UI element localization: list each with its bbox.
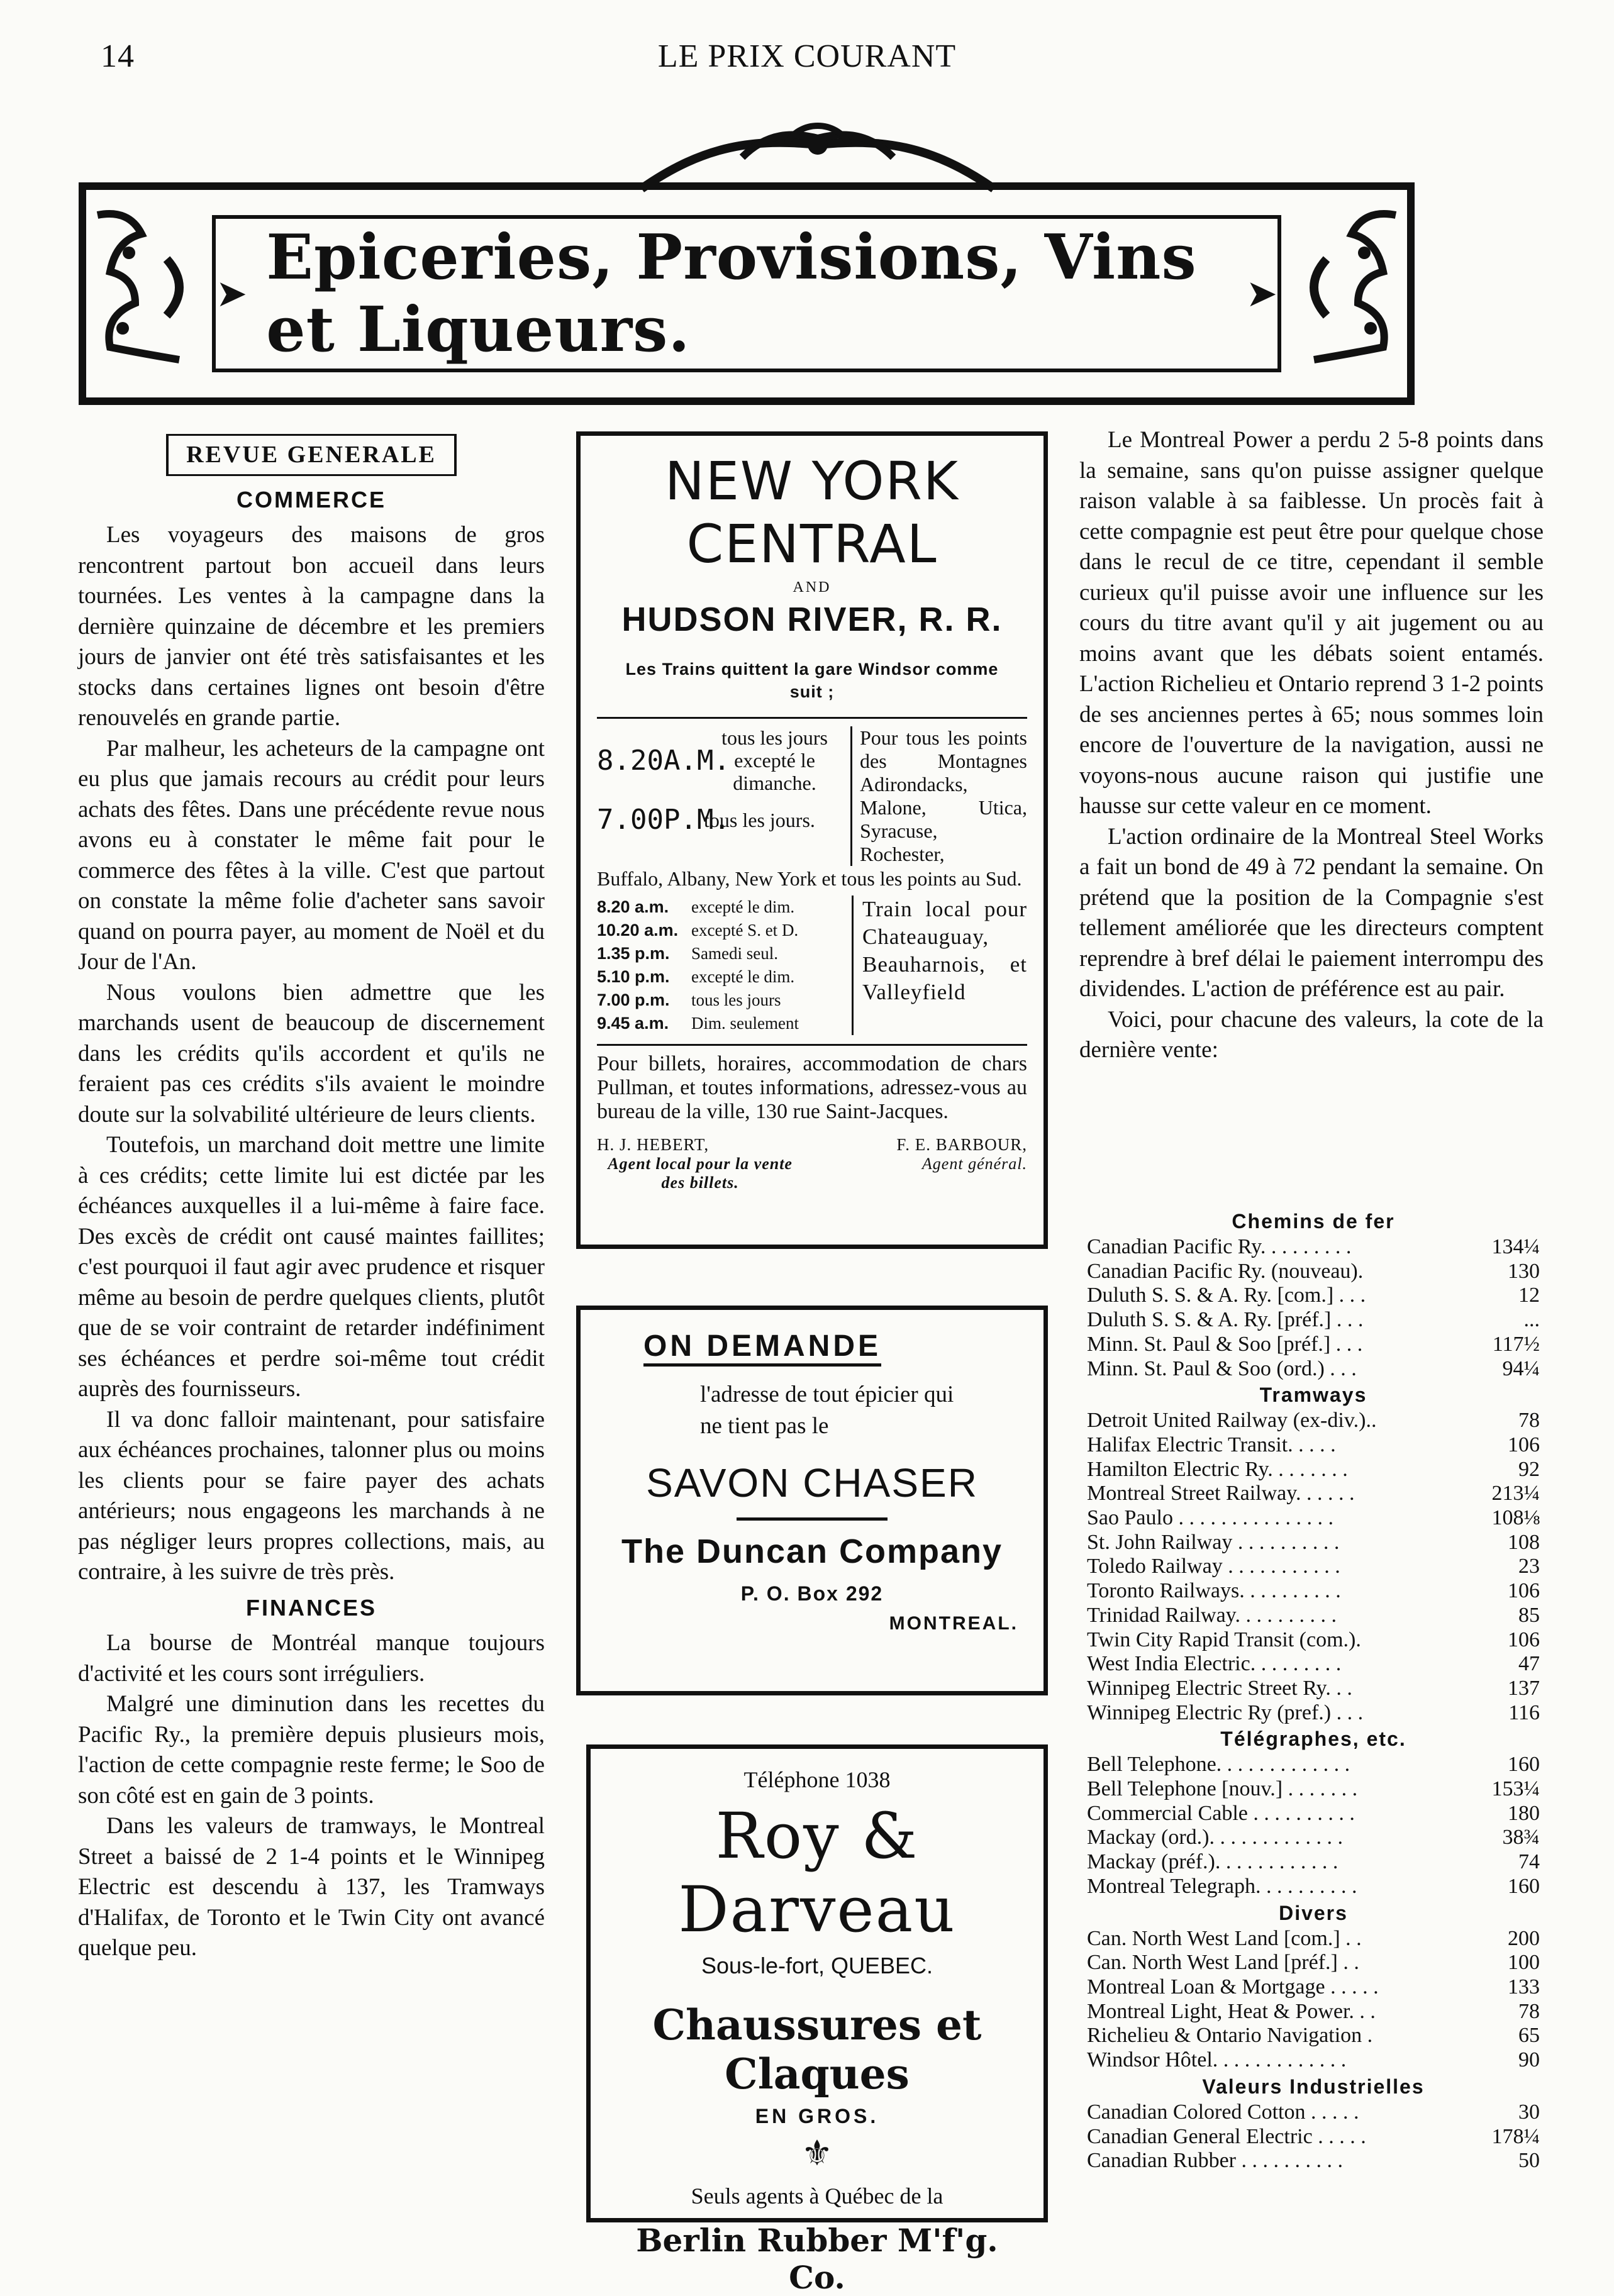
revue-box-wrap <box>78 434 545 476</box>
local-time: 5.10 p.m. <box>597 967 670 986</box>
stock-row <box>1087 1677 1540 1701</box>
commerce-heading: COMMERCE <box>237 486 386 513</box>
roy-en-gros: EN GROS. <box>755 2105 879 2127</box>
stock-name: Canadian Pacific Ry. . . . . . . . . <box>1087 1235 1352 1258</box>
stock-row <box>1087 1604 1540 1628</box>
stock-name: Twin City Rapid Transit (com.). <box>1087 1628 1361 1651</box>
revue-generale-title: REVUE GENERALE <box>166 434 457 476</box>
stock-name: Toledo Railway . . . . . . . . . . . <box>1087 1555 1340 1578</box>
roy-name: Roy & Darveau <box>678 1799 956 1946</box>
stock-row <box>1087 1506 1540 1531</box>
savon-company: The Duncan Company <box>621 1533 1003 1570</box>
stock-name: Winnipeg Electric Ry (pref.) . . . <box>1087 1700 1364 1724</box>
fleur-de-lis-icon: ⚜ <box>801 2134 833 2173</box>
savon-product: SAVON CHASER <box>646 1460 978 1506</box>
stock-value: 23 <box>1518 1555 1540 1578</box>
nyc-days-1: tous les jours excepté le dimanche. <box>721 726 828 794</box>
stock-row <box>1087 2024 1540 2048</box>
stock-group-title: Divers <box>1279 1901 1348 1924</box>
finances-paragraph: Malgré une diminution dans les recettes du Pacific Ry., la première depuis plusieurs mois, l'action de cette compagnie reste ferme; le Soo de son côté est en gain de 3 points. <box>78 1691 545 1809</box>
stock-row <box>1087 2048 1540 2073</box>
stock-row <box>1087 1777 1540 1802</box>
stock-value: 50 <box>1518 2149 1540 2173</box>
stock-row <box>1087 1875 1540 1899</box>
local-time: 8.20 a.m. <box>597 897 669 916</box>
nyc-local-times <box>597 896 854 1035</box>
stock-value: 108 <box>1508 1530 1540 1554</box>
nyc-destinations-cont: Buffalo, Albany, New York et tous les points au Sud. <box>597 867 1022 890</box>
stock-value: 106 <box>1508 1433 1540 1456</box>
stock-value: 47 <box>1518 1652 1540 1676</box>
stock-value: 90 <box>1518 2048 1540 2072</box>
banner-bullet-right: ➤ <box>1245 273 1277 314</box>
stock-value: 74 <box>1518 1850 1540 1874</box>
banner-frame <box>212 215 1281 372</box>
stock-name: Canadian Pacific Ry. (nouveau). <box>1087 1259 1364 1283</box>
agent-general <box>821 1135 1027 1192</box>
stock-group-title: Valeurs Industrielles <box>1202 2075 1425 2098</box>
stock-value: 108⅛ <box>1491 1506 1540 1530</box>
stock-row <box>1087 1951 1540 1975</box>
nyc-local-destination: Train local pour Chateauguay, Beauharnois, et Valleyfield <box>862 897 1027 1004</box>
stock-row <box>1087 1826 1540 1850</box>
stock-name: St. John Railway . . . . . . . . . . <box>1087 1530 1340 1554</box>
local-note: Dim. seulement <box>691 1014 799 1033</box>
stock-value: 117½ <box>1492 1332 1540 1356</box>
agent-local-name: H. J. HEBERT, <box>597 1135 710 1154</box>
savon-chaser-ad <box>576 1306 1048 1695</box>
agent-local <box>597 1135 803 1192</box>
agent-general-name: F. E. BARBOUR, <box>896 1135 1027 1154</box>
stock-value: ... <box>1523 1308 1540 1332</box>
commerce-paragraph: Par malheur, les acheteurs de la campagne ont eu plus que jamais recours au crédit pour leurs achats des fêtes. Dans une précédente revue nous avons eu à constater le même fait pour le commerce des fêtes à la ville. C'est que partout on constate la même folie d'acheter sans savoir quand on pourra payer, au moment de Noël et du Jour de l'An. <box>78 735 545 975</box>
right-paragraph: Voici, pour chacune des valeurs, la cote de la dernière vente: <box>1079 1006 1544 1063</box>
stock-group-title: Télégraphes, etc. <box>1220 1728 1406 1751</box>
nyc-main-times <box>597 726 1027 866</box>
stock-name: Duluth S. S. & A. Ry. [com.] . . . <box>1087 1284 1366 1307</box>
stock-value: 100 <box>1508 1951 1540 1975</box>
stock-name: Mackay (préf.). . . . . . . . . . . . <box>1087 1850 1339 1874</box>
roy-darveau-ad <box>586 1744 1048 2296</box>
nyc-railroad-ad <box>576 431 1048 1249</box>
right-column <box>1079 425 1544 1066</box>
stock-value: 30 <box>1518 2100 1540 2124</box>
local-note: excepté S. et D. <box>691 921 799 940</box>
stock-value: 160 <box>1508 1874 1540 1898</box>
stock-row <box>1087 1482 1540 1506</box>
stock-row <box>1087 1308 1540 1333</box>
stock-value: 180 <box>1508 1801 1540 1825</box>
finances-paragraph: Dans les valeurs de tramways, le Montreal Street a baissé de 2 1-4 points et le Winnipeg Electric est descendu à 137, les Tramways d'Halifax, de Toronto et le Twin City ont avancé quelque peu. <box>78 1813 545 1961</box>
nyc-agents <box>597 1135 1027 1192</box>
stock-value: 137 <box>1508 1676 1540 1700</box>
stock-value: 78 <box>1518 1999 1540 2023</box>
stock-row <box>1087 1433 1540 1458</box>
stock-group-title: Chemins de fer <box>1232 1210 1395 1233</box>
stock-name: Montreal Street Railway. . . . . . <box>1087 1482 1355 1506</box>
stock-row <box>1087 1652 1540 1677</box>
stock-name: Commercial Cable . . . . . . . . . . <box>1087 1801 1355 1825</box>
stock-name: Canadian Rubber . . . . . . . . . . <box>1087 2149 1343 2173</box>
stock-row <box>1087 1260 1540 1284</box>
stock-name: Bell Telephone [nouv.] . . . . . . . <box>1087 1777 1358 1801</box>
nyc-times-col <box>597 726 852 866</box>
nyc-railroad: HUDSON RIVER, R. R. <box>621 601 1003 638</box>
nyc-destinations: Pour tous les points des Montagnes Adirondacks, Malone, Utica, Syracuse, Rochester, <box>860 726 1027 865</box>
stock-row <box>1087 1628 1540 1653</box>
finances-paragraph: La bourse de Montréal manque toujours d'activité et les cours sont irréguliers. <box>78 1630 545 1687</box>
journal-title: LE PRIX COURANT <box>657 38 957 74</box>
local-note: tous les jours <box>691 990 781 1009</box>
commerce-paragraph: Nous voulons bien admettre que les marchands usent de beaucoup de discernement dans les crédits qu'ils accordent et qu'ils ne feraient pas ces crédits s'ils avaient le moindre doute sur la solvabilité ultérieure de leurs clients. <box>78 979 545 1128</box>
stock-group-title: Tramways <box>1259 1384 1367 1407</box>
nyc-info: Pour billets, horaires, accommodation de chars Pullman, et toutes informations, adressez-vous au bureau de la ville, 130 rue Saint-Jacques. <box>597 1052 1027 1123</box>
stock-value: 130 <box>1508 1259 1540 1283</box>
commerce-paragraph: Toutefois, un marchand doit mettre une limite à ces crédits; cette limite lui est dictée par les échéances auxquelles il a lui-même à faire face. Des excès de crédit ont causé maintes faillites; c'est pourquoi il faut agir avec prudence et risquer même au besoin de perdre quelques clients, plutôt que de se voir contraint de retarder indéfiniment ses échéances et perdre soi-même tout crédit auprès des fournisseurs. <box>78 1132 545 1402</box>
right-paragraph: L'action ordinaire de la Montreal Steel Works a fait un bond de 49 à 72 pendant la semaine. On prétend que la position de la Compagnie s'est tellement améliorée que les directeurs comptent reprendre à bref délai le paiement interrompu des dividendes. L'action de préférence est au pair. <box>1079 823 1544 1002</box>
nyc-rule-2 <box>597 1044 1027 1046</box>
stock-value: 106 <box>1508 1579 1540 1603</box>
stock-name: Duluth S. S. & A. Ry. [préf.] . . . <box>1087 1308 1364 1332</box>
stock-row <box>1087 1701 1540 1726</box>
left-column <box>78 434 545 1964</box>
stock-value: 200 <box>1508 1926 1540 1950</box>
stock-name: Richelieu & Ontario Navigation . <box>1087 2024 1373 2048</box>
on-demande-heading: ON DEMANDE <box>643 1329 881 1367</box>
stock-value: 38¾ <box>1502 1826 1540 1850</box>
stock-row <box>1087 1333 1540 1357</box>
stock-name: Mackay (ord.). . . . . . . . . . . . . <box>1087 1826 1343 1850</box>
local-note: excepté le dim. <box>691 897 795 916</box>
roy-address: Sous-le-fort, QUEBEC. <box>701 1953 933 1978</box>
savon-city: MONTREAL. <box>889 1613 1018 1634</box>
local-time: 10.20 a.m. <box>597 921 679 940</box>
nyc-time-1: 8.20A.M. <box>597 744 730 777</box>
stock-value: 65 <box>1518 2024 1540 2048</box>
commerce-paragraph: Il va donc falloir maintenant, pour satisfaire aux échéances prochaines, talonner plus ou moins les clients pour se faire payer des achats antérieurs; nous engageons les marchands à ne pas négliger leurs propres collections, mais, au contraire, à les suivre de très près. <box>78 1406 545 1585</box>
stock-name: Bell Telephone. . . . . . . . . . . . . <box>1087 1753 1350 1777</box>
stock-value: 178¼ <box>1491 2124 1540 2148</box>
local-note: Samedi seul. <box>691 944 778 963</box>
nyc-subtitle: Les Trains quittent la gare Windsor comme suit ; <box>625 660 999 701</box>
local-time: 7.00 p.m. <box>597 990 670 1009</box>
stock-name: Minn. St. Paul & Soo (ord.) . . . <box>1087 1356 1357 1380</box>
stock-name: Trinidad Railway. . . . . . . . . . <box>1087 1603 1337 1627</box>
local-note: excepté le dim. <box>691 967 795 986</box>
stock-value: 92 <box>1518 1457 1540 1481</box>
stock-row <box>1087 1531 1540 1555</box>
stock-value: 78 <box>1518 1409 1540 1433</box>
roy-rubber: Berlin Rubber M'f'g. Co. <box>636 2222 998 2296</box>
stock-row <box>1087 1579 1540 1604</box>
roy-agents: Seuls agents à Québec de la <box>691 2183 943 2209</box>
stock-name: Canadian General Electric . . . . . <box>1087 2124 1366 2148</box>
stock-row <box>1087 1927 1540 1951</box>
stock-row <box>1087 1409 1540 1433</box>
stock-value: 106 <box>1508 1628 1540 1651</box>
stock-name: Halifax Electric Transit. . . . . <box>1087 1433 1336 1456</box>
stock-row <box>1087 1555 1540 1579</box>
stock-row <box>1087 1753 1540 1777</box>
stock-name: Toronto Railways. . . . . . . . . . <box>1087 1579 1341 1603</box>
stock-row <box>1087 1458 1540 1482</box>
savon-box: P. O. Box 292 <box>740 1582 884 1605</box>
stock-row <box>1087 1284 1540 1308</box>
stock-name: Minn. St. Paul & Soo [préf.] . . . <box>1087 1332 1363 1356</box>
savon-text: l'adresse de tout épicier qui ne tient pas le <box>700 1382 954 1439</box>
stock-name: Can. North West Land [com.] . . <box>1087 1926 1362 1950</box>
nyc-days-2: tous les jours. <box>704 808 815 831</box>
stock-value: 116 <box>1508 1700 1540 1724</box>
stock-value: 213¼ <box>1491 1482 1540 1506</box>
stock-name: Hamilton Electric Ry. . . . . . . . <box>1087 1457 1348 1481</box>
stock-name: Detroit United Railway (ex-div.).. <box>1087 1409 1377 1433</box>
stock-row <box>1087 2000 1540 2024</box>
banner-bullet-left: ➤ <box>216 273 248 314</box>
stock-value: 134¼ <box>1491 1235 1540 1258</box>
savon-rule <box>737 1517 888 1521</box>
banner-title: Epiceries, Provisions, Vins et Liqueurs. <box>266 221 1197 366</box>
stock-name: Montreal Telegraph. . . . . . . . . . <box>1087 1874 1357 1898</box>
stock-row <box>1087 1357 1540 1382</box>
stock-value: 133 <box>1508 1975 1540 1999</box>
stock-list <box>1087 1207 1540 2173</box>
stock-row <box>1087 1850 1540 1875</box>
roy-phone: Téléphone 1038 <box>743 1767 891 1792</box>
stock-name: Can. North West Land [préf.] . . <box>1087 1951 1359 1975</box>
right-paragraph: Le Montreal Power a perdu 2 5-8 points dans la semaine, sans qu'on puisse assigner quelque raison valable à sa faiblesse. Un procès fait à cette compagnie est peut être pour quelque chose dans le recul de ce titre, cependant il semble curieux qu'il puisse avoir une influence sur les cours du titre avant qu'il y ait jugement ou au moins avant que les débats soient entamés. L'action Richelieu et Ontario reprend 3 1-2 points de ses anciennes pertes à 65; nous sommes loin encore de l'ouverture de la navigation, aussi ne voyons-nous aucune raison qui justifie une hausse sur cette valeur en ce moment. <box>1079 427 1544 819</box>
agent-general-title: Agent général. <box>921 1155 1027 1173</box>
stock-row <box>1087 2100 1540 2125</box>
section-banner <box>79 182 1415 405</box>
stock-name: Montreal Loan & Mortgage . . . . . <box>1087 1975 1379 1999</box>
commerce-paragraph: Les voyageurs des maisons de gros rencontrent partout bon accueil dans leurs tournées. Les ventes à la campagne dans la dernière quinzaine de décembre et les premiers jours de janvier ont été très satisfaisantes et les stocks dans certaines lignes ont besoin d'être renouvelés en grande partie. <box>78 522 545 731</box>
stock-row <box>1087 1802 1540 1826</box>
stock-row <box>1087 1235 1540 1260</box>
stock-name: Winnipeg Electric Street Ry. . . <box>1087 1676 1352 1700</box>
stock-value: 94¼ <box>1502 1356 1540 1380</box>
roy-goods: Chaussures et Claques <box>652 2000 982 2099</box>
nyc-time-2: 7.00P.M. <box>597 804 730 836</box>
stock-name: Montreal Light, Heat & Power. . . <box>1087 1999 1376 2023</box>
page-number: 14 <box>101 38 135 74</box>
nyc-and: AND <box>793 579 832 596</box>
stock-row <box>1087 1975 1540 2000</box>
stock-row <box>1087 2149 1540 2173</box>
stock-value: 85 <box>1518 1603 1540 1627</box>
left-ornament <box>91 202 198 372</box>
local-time: 9.45 a.m. <box>597 1014 669 1033</box>
stock-value: 12 <box>1518 1284 1540 1307</box>
agent-local-title: Agent local pour la vente des billets. <box>608 1155 793 1192</box>
stock-value: 153¼ <box>1491 1777 1540 1801</box>
stock-name: Windsor Hôtel. . . . . . . . . . . . . <box>1087 2048 1347 2072</box>
local-time: 1.35 p.m. <box>597 944 670 963</box>
stock-name: West India Electric. . . . . . . . . <box>1087 1652 1342 1676</box>
stock-value: 160 <box>1508 1753 1540 1777</box>
right-ornament <box>1295 202 1402 372</box>
nyc-local-section <box>597 896 1027 1035</box>
nyc-rule <box>597 717 1027 719</box>
finances-heading: FINANCES <box>245 1594 377 1621</box>
stock-row <box>1087 2125 1540 2149</box>
stock-name: Sao Paulo . . . . . . . . . . . . . . . <box>1087 1506 1333 1530</box>
stock-name: Canadian Colored Cotton . . . . . <box>1087 2100 1359 2124</box>
nyc-title: NEW YORK CENTRAL <box>665 450 959 575</box>
